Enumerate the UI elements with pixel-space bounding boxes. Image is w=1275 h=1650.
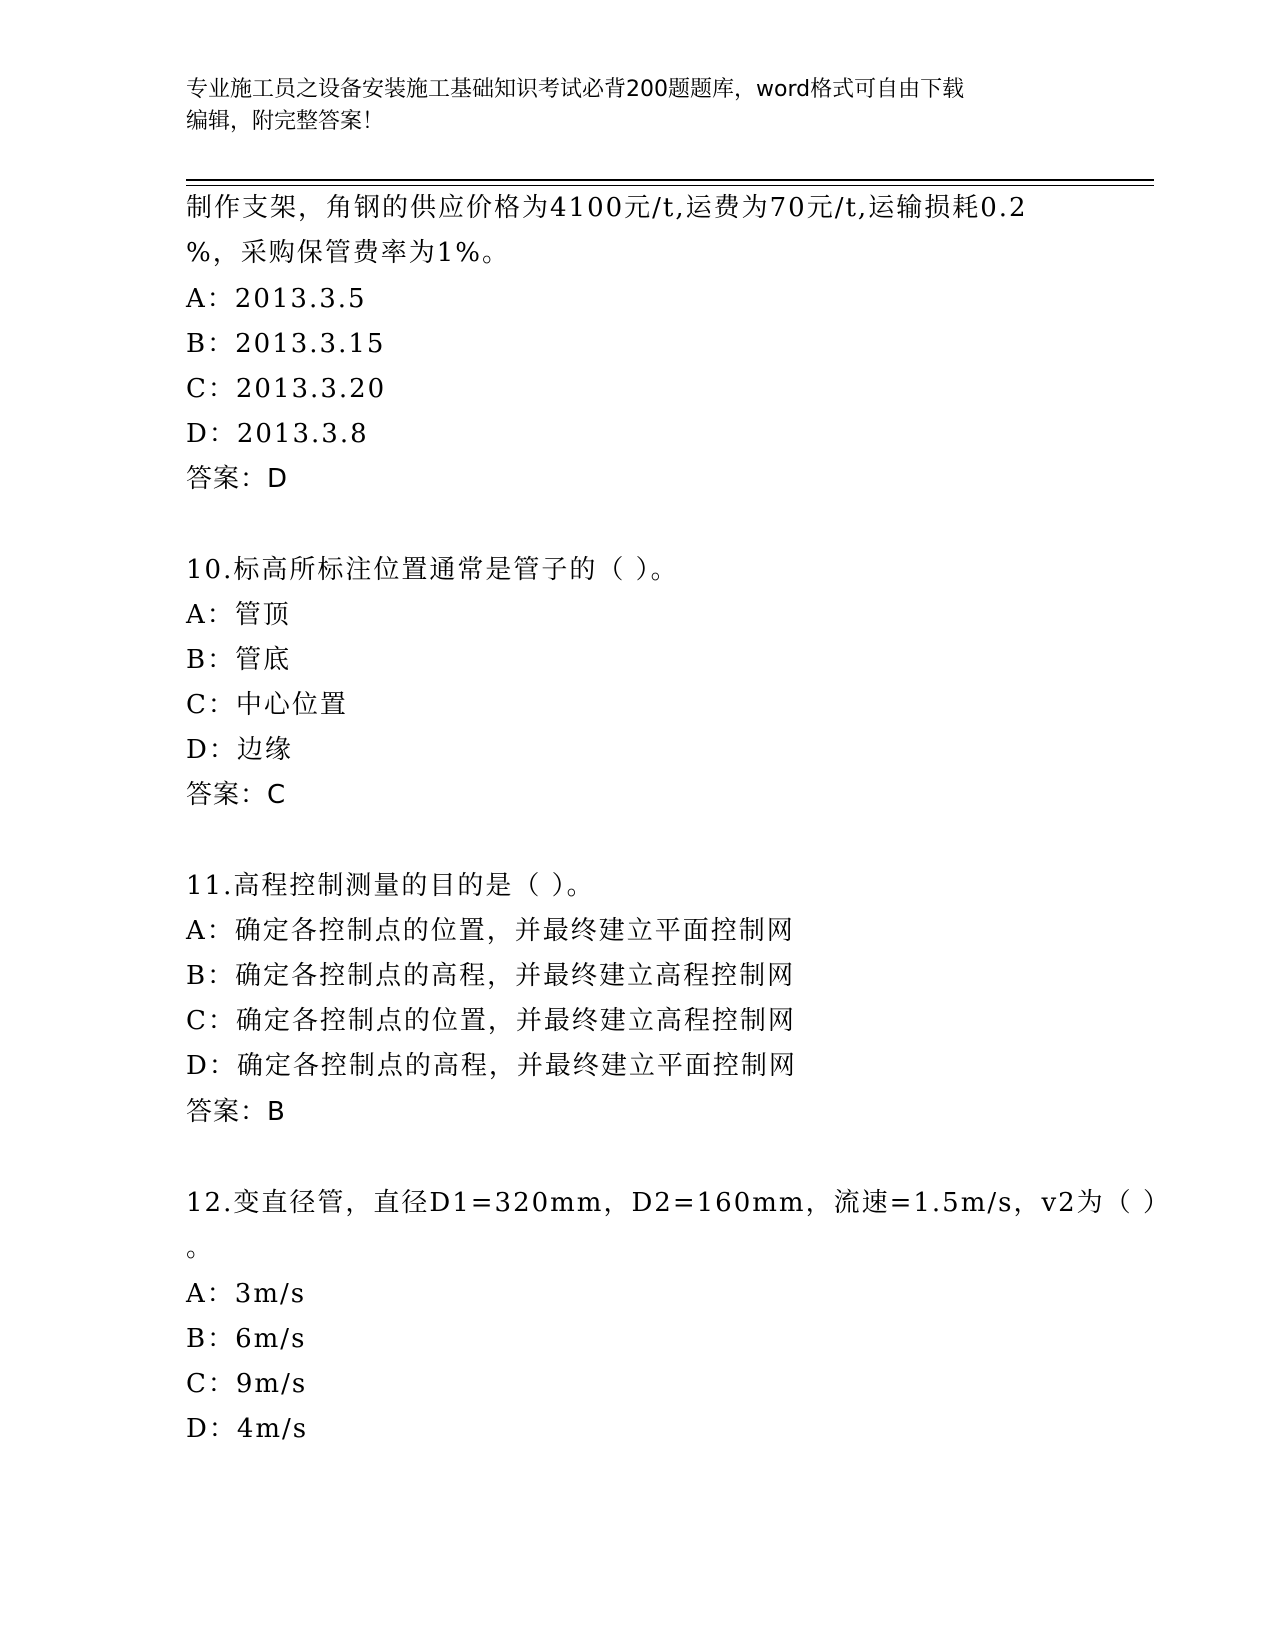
q10-option-a: A：管顶 — [186, 600, 291, 630]
q11-answer: 答案：B — [186, 1097, 286, 1127]
q9-stem-line-2: %，采购保管费率为1%。 — [186, 238, 510, 268]
q11-option-c: C：确定各控制点的位置，并最终建立高程控制网 — [186, 1006, 796, 1036]
q12-option-a: A：3m/s — [186, 1279, 307, 1309]
q10-option-d: D：边缘 — [186, 735, 293, 765]
header-line-1: 专业施工员之设备安装施工基础知识考试必背200题题库，word格式可自由下载 — [186, 77, 965, 102]
q9-option-b: B：2013.3.15 — [186, 329, 386, 359]
q12-stem-line-2: 。 — [186, 1233, 215, 1263]
q9-option-c: C：2013.3.20 — [186, 374, 387, 404]
q9-option-d: D：2013.3.8 — [186, 419, 369, 449]
q9-option-a: A：2013.3.5 — [186, 284, 367, 314]
q11-stem: 11.高程控制测量的目的是（ ）。 — [186, 871, 595, 901]
q10-option-b: B：管底 — [186, 645, 292, 675]
document-header — [186, 74, 1086, 138]
q11-option-d: D：确定各控制点的高程，并最终建立平面控制网 — [186, 1051, 797, 1081]
q11-option-b: B：确定各控制点的高程，并最终建立高程控制网 — [186, 961, 796, 991]
header-divider-thin — [186, 185, 1154, 186]
q12-option-b: B：6m/s — [186, 1324, 307, 1354]
q9-answer: 答案：D — [186, 464, 289, 494]
q12-option-d: D：4m/s — [186, 1414, 309, 1444]
q10-option-c: C：中心位置 — [186, 690, 348, 720]
q10-stem: 10.标高所标注位置通常是管子的（ ）。 — [186, 555, 679, 585]
q11-option-a: A：确定各控制点的位置，并最终建立平面控制网 — [186, 916, 795, 946]
q12-stem-line-1: 12.变直径管，直径D1=320mm，D2=160mm，流速=1.5m/s，v2为（ ） — [186, 1188, 1171, 1218]
q12-option-c: C：9m/s — [186, 1369, 308, 1399]
q9-stem-line-1: 制作支架，角钢的供应价格为4100元/t,运费为70元/t,运输损耗0.2 — [186, 193, 1028, 223]
header-divider-thick — [186, 179, 1154, 181]
header-line-2: 编辑，附完整答案！ — [186, 109, 385, 134]
q10-answer: 答案：C — [186, 780, 287, 810]
